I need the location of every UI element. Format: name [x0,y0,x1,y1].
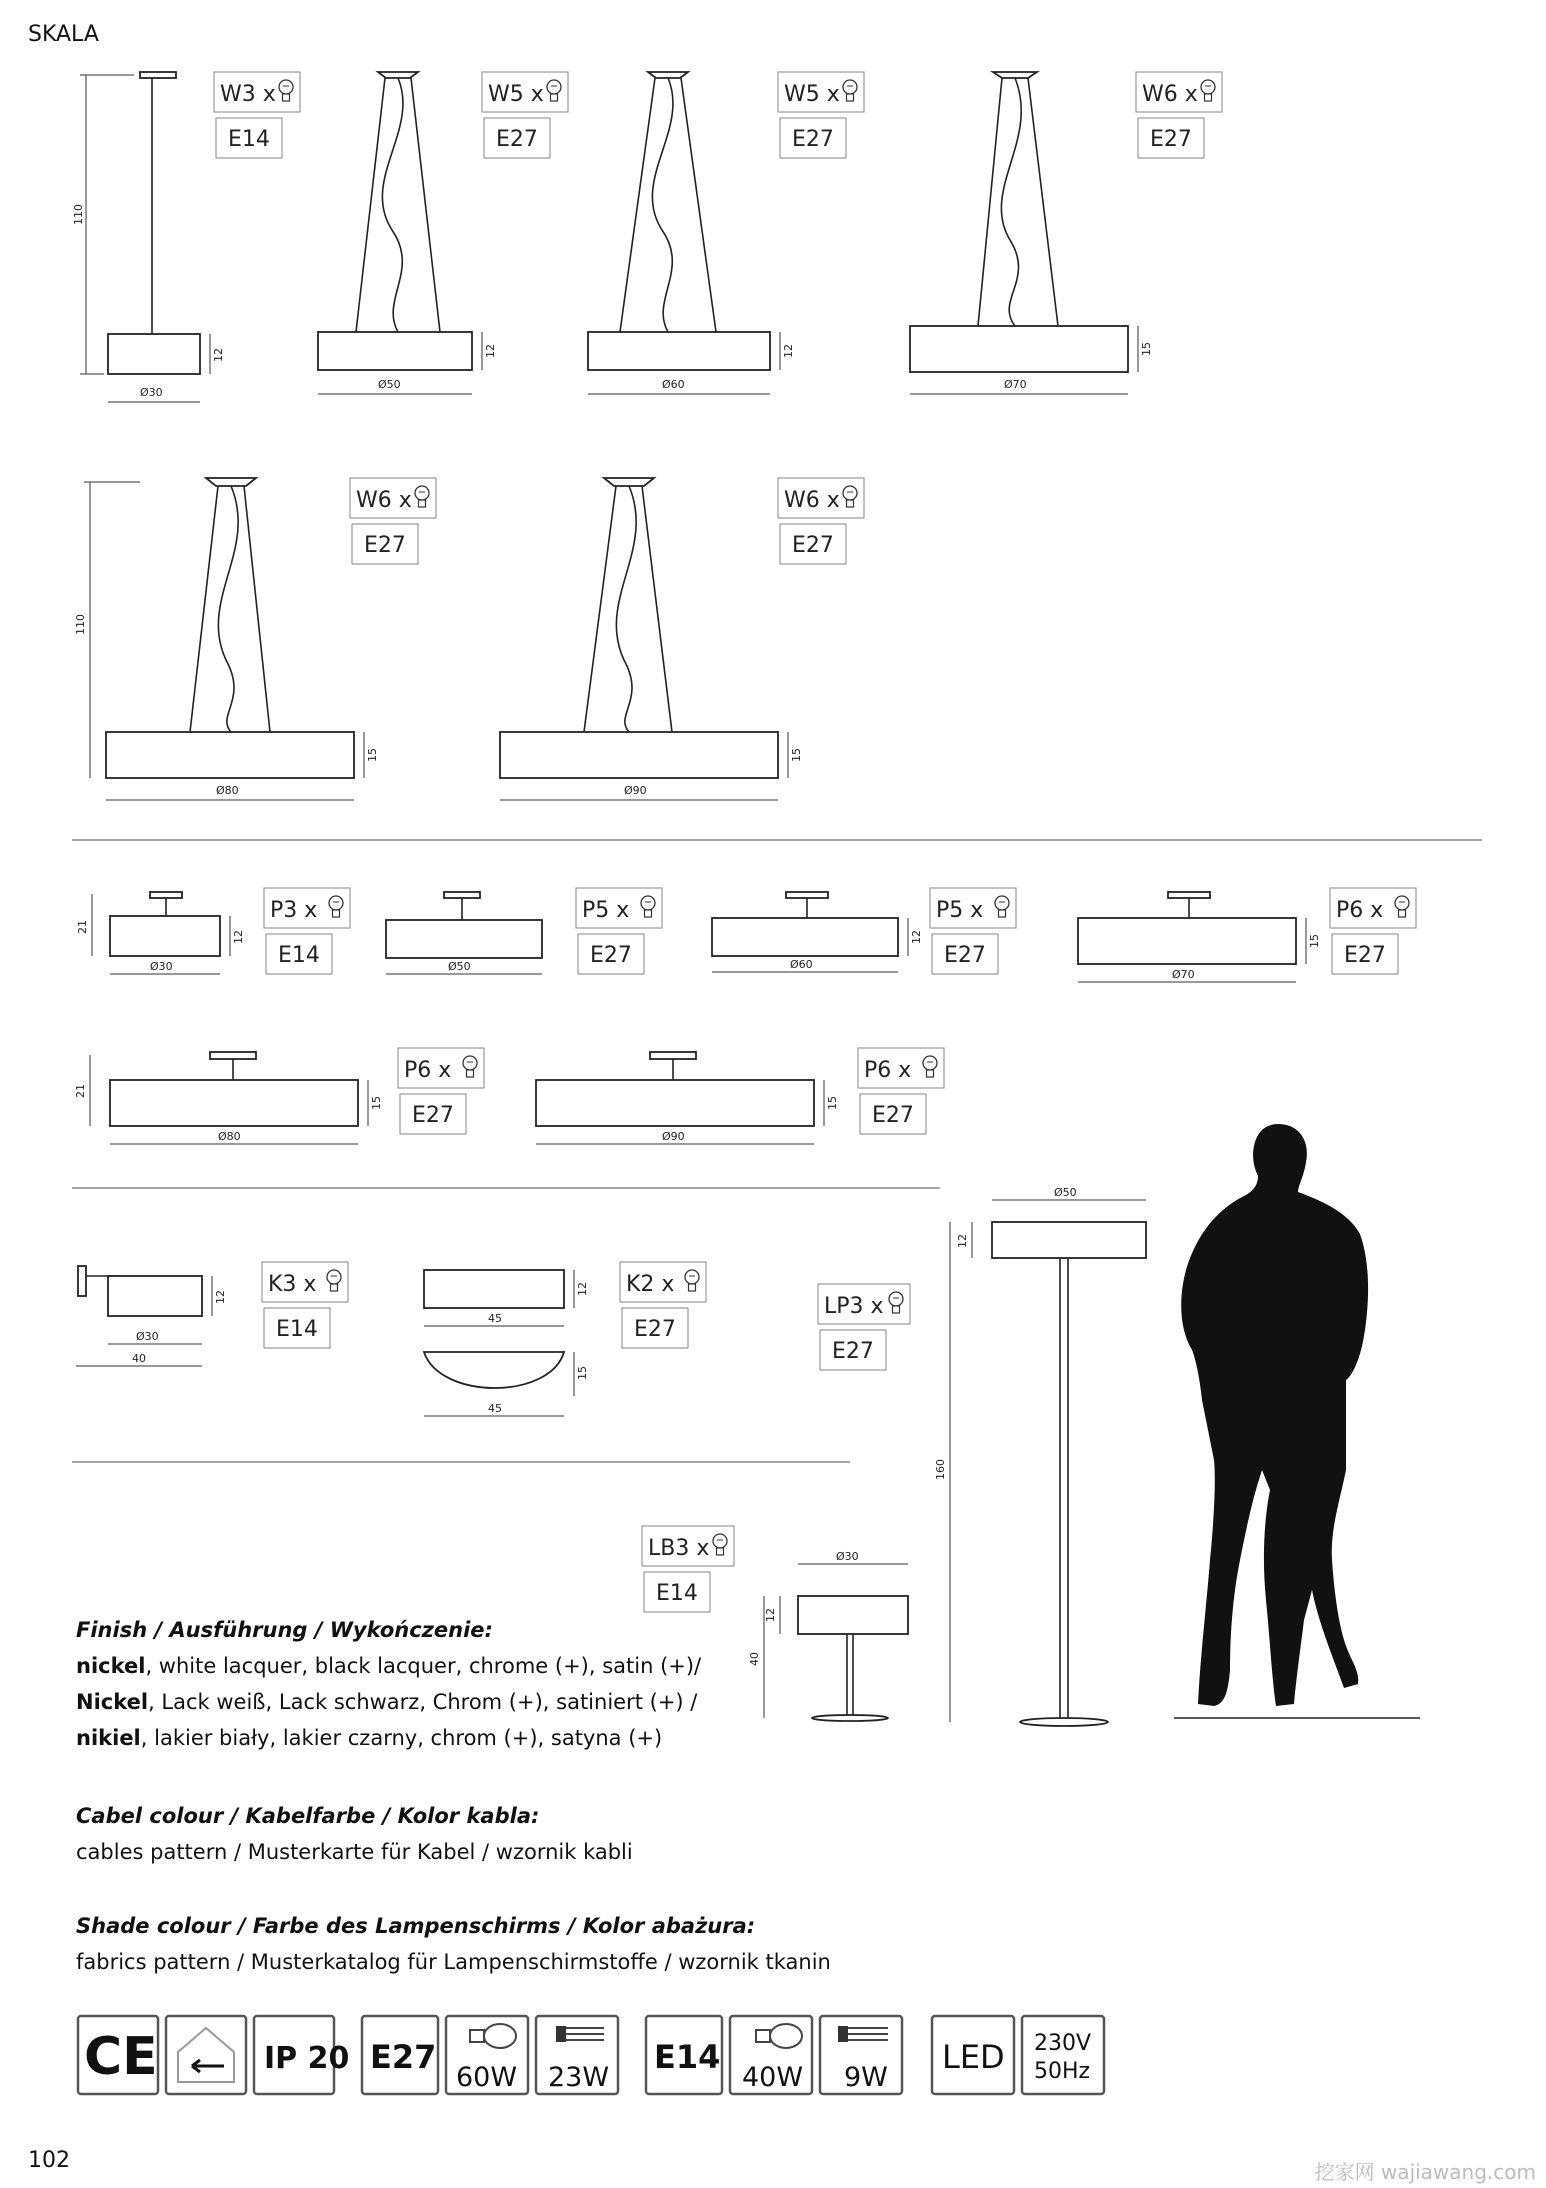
socket-type: E27 [590,943,632,968]
dim-shade-height: 12 [910,930,923,944]
dim-height: 160 [934,1459,947,1480]
drawing-w3 [72,72,225,402]
socket-e14: E14 [654,2038,721,2076]
product-code: LP3 x [824,1294,884,1319]
product-code: P5 x [582,898,630,923]
ip-rating: IP 20 [264,2041,350,2076]
dim-height: 40 [748,1652,761,1666]
drawing-p3 [76,892,245,974]
watermark: 挖家网 wajiawang.com [1314,2160,1536,2184]
drawing-w6-70 [910,72,1153,394]
dim-shade-height: 12 [764,1608,777,1622]
socket-type: E27 [1344,943,1386,968]
drawing-w6-80 [74,478,379,800]
dim-diameter: Ø60 [662,378,685,391]
dim-shade-height: 12 [212,348,225,362]
finish-block [76,1612,701,1756]
product-tag-p5 [576,888,662,974]
dim-diameter: Ø70 [1172,968,1195,981]
socket-type: E27 [872,1103,914,1128]
dim-depth: 40 [132,1352,146,1365]
product-code: W5 x [488,82,544,107]
socket-type: E14 [276,1317,318,1342]
dim-diameter: Ø30 [140,386,163,399]
drawing-p5-50 [386,892,542,974]
product-code: P6 x [404,1058,452,1083]
product-tag-w6 [1136,72,1222,158]
dim-shade-height: 12 [484,344,497,358]
ce-mark-icon: CE [84,2027,158,2087]
finish-heading: Finish / Ausführung / Wykończenie: [76,1618,493,1642]
product-tag-p3 [264,888,350,974]
product-code: W5 x [784,82,840,107]
drawing-w6-90 [500,478,803,800]
product-tag-p5 [930,888,1016,974]
dim-diameter: Ø60 [790,958,813,971]
e27-cfl-watt: 23W [548,2062,610,2093]
product-code: W6 x [784,488,840,513]
drawing-k2 [424,1270,589,1416]
product-code: W3 x [220,82,276,107]
drawing-w5-50 [318,72,497,394]
product-tag-p6 [398,1048,484,1134]
socket-type: E27 [832,1339,874,1364]
drawing-p6-80 [74,1052,383,1144]
dim-shade-height: 12 [232,930,245,944]
socket-type: E27 [1150,127,1192,152]
product-tag-w5 [778,72,864,158]
product-code: W6 x [356,488,412,513]
shade-heading: Shade colour / Farbe des Lampenschirms / Kolor abażura: [76,1914,756,1938]
dim-shade-height: 12 [576,1282,589,1296]
dim-shade-height: 12 [956,1234,969,1248]
socket-type: E27 [412,1103,454,1128]
dim-shade-height: 15 [1140,342,1153,356]
voltage: 230V [1034,2031,1092,2056]
finish-line-de: Nickel, Lack weiß, Lack schwarz, Chrom (+), satiniert (+) / [76,1690,698,1714]
product-tag-k2 [620,1262,706,1348]
product-tag-w6 [350,478,436,564]
product-tag-w5 [482,72,568,158]
product-tag-w6 [778,478,864,564]
dim-width: 45 [488,1402,502,1415]
dim-shade-height: 15 [576,1366,589,1380]
dim-shade-height: 15 [366,748,379,762]
dim-diameter: Ø30 [150,960,173,973]
socket-type: E27 [364,533,406,558]
drawing-p6-70 [1078,892,1321,982]
socket-type: E27 [792,533,834,558]
drawing-k3 [76,1266,227,1366]
dim-diameter: Ø50 [378,378,401,391]
dim-height: 21 [76,920,89,934]
e14-cfl-watt: 9W [844,2062,888,2093]
dim-shade-height: 15 [790,748,803,762]
dim-height: 110 [74,614,87,635]
dim-diameter: Ø90 [624,784,647,797]
cable-heading: Cabel colour / Kabelfarbe / Kolor kabla: [76,1804,540,1828]
finish-line-pl: nikiel, lakier biały, lakier czarny, chrom (+), satyna (+) [76,1726,663,1750]
page-number: 102 [28,2148,70,2173]
product-code: P6 x [864,1058,912,1083]
product-code: P5 x [936,898,984,923]
product-tag-p6 [858,1048,944,1134]
dim-shade-height: 15 [370,1096,383,1110]
socket-type: E27 [792,127,834,152]
dim-shade-height: 12 [214,1290,227,1304]
human-silhouette-icon [1181,1124,1368,1706]
socket-type: E14 [278,943,320,968]
product-code: P3 x [270,898,318,923]
dim-diameter: Ø80 [216,784,239,797]
socket-type: E27 [496,127,538,152]
dim-width: 45 [488,1312,502,1325]
product-tag-p6 [1330,888,1416,974]
product-tag-lp3 [818,1284,910,1370]
socket-type: E27 [944,943,986,968]
socket-type: E14 [228,127,270,152]
product-code: K2 x [626,1272,675,1297]
page-title: SKALA [28,22,99,47]
dim-diameter: Ø30 [836,1550,859,1563]
dim-diameter: Ø80 [218,1130,241,1143]
dim-diameter: Ø70 [1004,378,1027,391]
led-label: LED [942,2038,1005,2076]
dim-diameter: Ø50 [448,960,471,973]
drawing-p5-60 [712,892,923,972]
drawing-p6-90 [536,1052,839,1144]
cfl-icon [556,2026,604,2042]
drawing-lp3 [934,1186,1146,1726]
product-tag-lb3 [642,1526,734,1612]
e14-bulb-watt: 40W [742,2062,804,2093]
product-tag-w3 [214,72,300,158]
socket-type: E14 [656,1581,698,1606]
cable-text: cables pattern / Musterkarte für Kabel / wzornik kabli [76,1840,633,1864]
dim-diameter: Ø30 [136,1330,159,1343]
e27-bulb-watt: 60W [456,2062,518,2093]
dim-diameter: Ø50 [1054,1186,1077,1199]
socket-e27: E27 [370,2038,437,2076]
drawing-lb3 [748,1550,908,1721]
finish-line-en: nickel, white lacquer, black lacquer, chrome (+), satin (+)/ [76,1654,702,1678]
product-code: LB3 x [648,1536,710,1561]
dim-shade-height: 15 [826,1096,839,1110]
product-code: K3 x [268,1272,317,1297]
cfl-icon [838,2026,888,2042]
product-code: P6 x [1336,898,1384,923]
shade-text: fabrics pattern / Musterkatalog für Lampenschirmstoffe / wzornik tkanin [76,1950,831,1974]
socket-type: E27 [634,1317,676,1342]
drawing-w5-60 [588,72,795,394]
dim-shade-height: 15 [1308,934,1321,948]
shade-block [76,1908,831,1980]
cable-block [76,1798,633,1870]
product-code: W6 x [1142,82,1198,107]
product-tag-k3 [262,1262,348,1348]
frequency: 50Hz [1034,2059,1091,2084]
dim-diameter: Ø90 [662,1130,685,1143]
dim-height: 21 [74,1084,87,1098]
certification-badges [78,2016,1104,2094]
dim-height: 110 [72,204,85,225]
dim-shade-height: 12 [782,344,795,358]
